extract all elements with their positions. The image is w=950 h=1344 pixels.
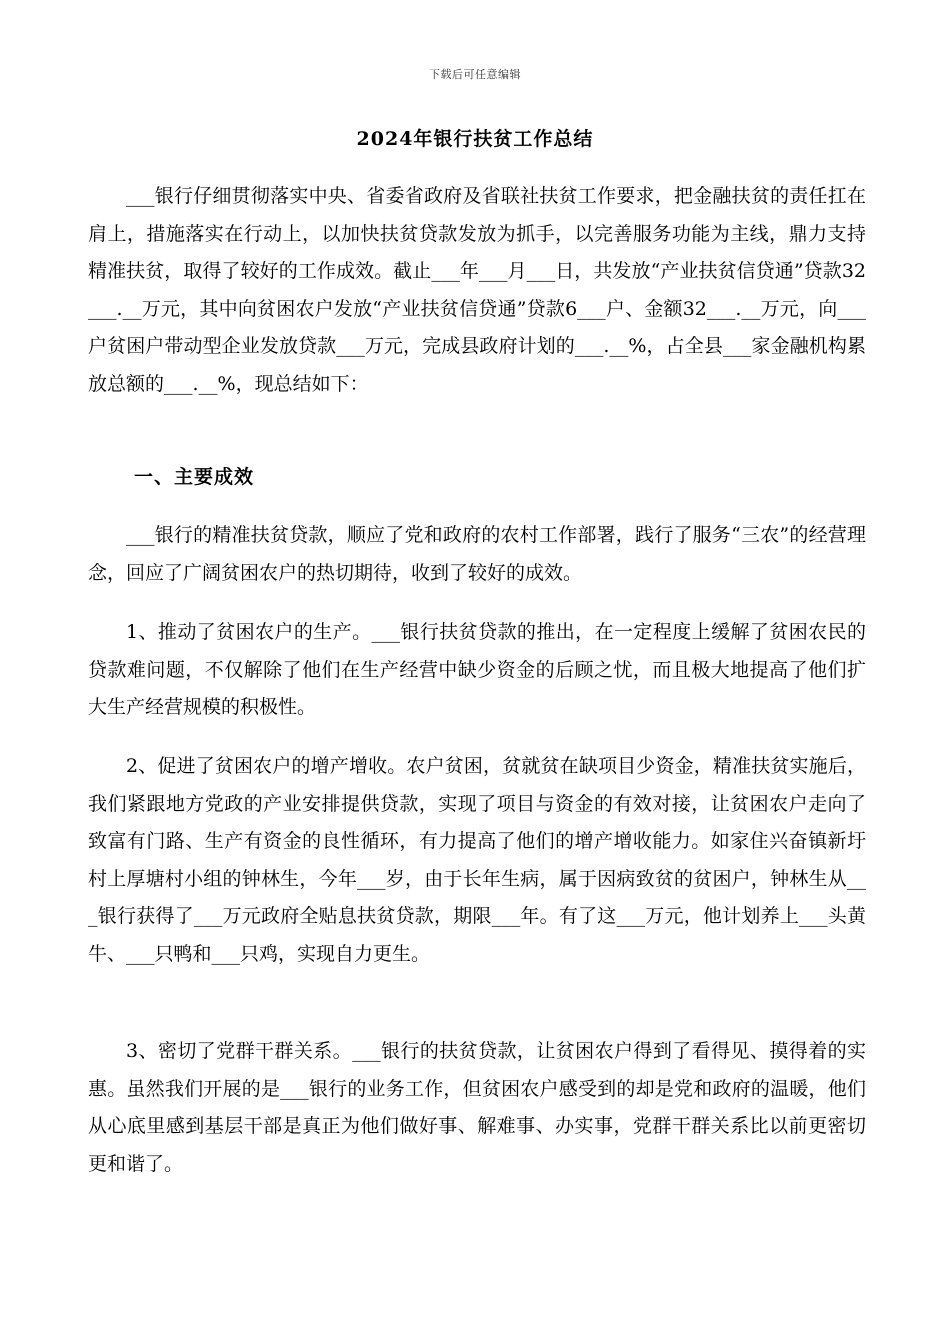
intro-paragraph: ___银行仔细贯彻落实中央、省委省政府及省联社扶贫工作要求，把金融扶贫的责任扛在肩上，措施落实在行动上，以加快扶贫贷款发放为抓手，以完善服务功能为主线，鼎力支持精准扶贫，取得了较好的工作成效。截止___年___月___日，共发放“产业扶贫信贷通”贷款32___.__万元，其中向贫困农户发放“产业扶贫信贷通”贷款6___户、金额32___.__万元，向___户贫困户带动型企业发放贷款___万元，完成县政府计划的___.__%，占全县___家金融机构累放总额的___.__%，现总结如下： [88,185,866,395]
point-3-paragraph: 3、密切了党群干群关系。___银行的扶贫贷款，让贫困农户得到了看得见、摸得着的实惠。虽然我们开展的是___银行的业务工作，但贫困农户感受到的却是党和政府的温暖，他们从心底里感到基层干部是真正为他们做好事、解难事、办实事，党群干群关系比以前更密切更和谐了。 [88,1040,866,1175]
header-note: 下载后可任意编辑 [429,68,521,81]
point-2-paragraph: 2、促进了贫困农户的增产增收。农户贫困，贫就贫在缺项目少资金，精准扶贫实施后，我们紧跟地方党政的产业安排提供贷款，实现了项目与资金的有效对接，让贫困农户走向了致富有门路、生产有资金的良性循环，有力提高了他们的增产增收能力。如家住兴奋镇新圩村上厚塘村小组的钟林生，今年___岁，由于长年生病，属于因病致贫的贫困户，钟林生从___银行获得了___万元政府全贴息扶贫贷款，期限___年。有了这___万元，他计划养上___头黄牛、___只鸭和___只鸡，实现自力更生。 [88,755,866,965]
point-1-paragraph: 1、推动了贫困农户的生产。___银行扶贫贷款的推出，在一定程度上缓解了贫困农民的贷款难问题，不仅解除了他们在生产经营中缺少资金的后顾之忧，而且极大地提高了他们扩大生产经营规模的积极性。 [88,621,866,718]
section-heading-main-results: 一、主要成效 [134,466,255,488]
document-title: 2024年银行扶贫工作总结 [356,128,594,150]
section-summary-paragraph: ___银行的精准扶贫贷款，顺应了党和政府的农村工作部署，践行了服务“三农”的经营理念，回应了广阔贫困农户的热切期待，收到了较好的成效。 [88,524,866,584]
